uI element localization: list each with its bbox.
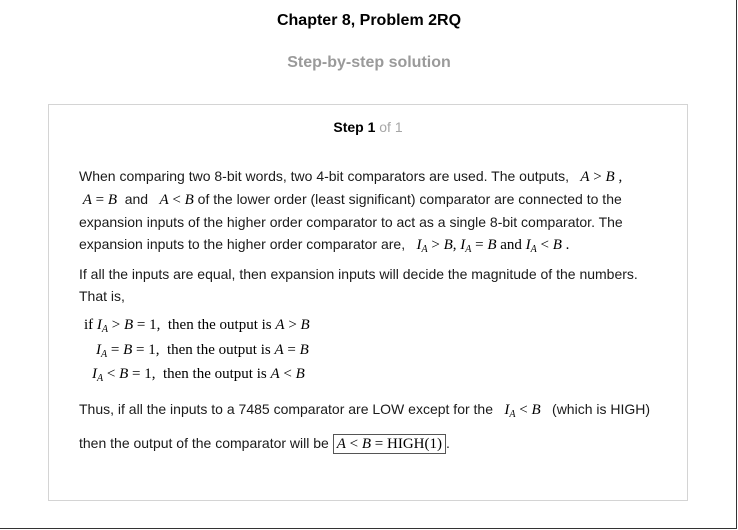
paragraph-equal-inputs: If all the inputs are equal, then expansion inputs will decide the magnitude of the numbers. That is, — [79, 266, 638, 304]
para1-text-a: When comparing two 8-bit words, two 4-bit comparators are used. The outputs, — [79, 168, 569, 184]
page-title: Chapter 8, Problem 2RQ — [276, 12, 462, 29]
paragraph-comparators — [79, 165, 669, 261]
equation-a-eq-b: $I_A = B = 1$, then the output is A = B — [96, 342, 309, 360]
eq1-prefix: if — [84, 317, 94, 333]
para3-text-b: (which is HIGH) — [552, 401, 651, 417]
step-of-label: of 1 — [379, 119, 403, 135]
solution-card — [48, 104, 688, 501]
answer-box: A < B = HIGH(1) — [333, 434, 446, 454]
answer-value: HIGH(1) — [387, 436, 442, 452]
equation-a-lt-b: $I_A < B = 1$, then the output is A < B — [92, 366, 305, 384]
para1-and: and — [124, 191, 149, 207]
eq2-tail: then the output is — [166, 342, 271, 358]
para3-text-a: Thus, if all the inputs to a 7485 comparator are LOW except for the — [79, 401, 493, 417]
step-label: Step 1 — [333, 119, 376, 135]
math-a-gt-b: A > B , — [580, 169, 623, 185]
para3-text-c: then the output of the comparator will be — [79, 435, 329, 451]
eq3-tail: then the output is — [162, 366, 267, 382]
eq1-tail: then the output is — [167, 317, 272, 333]
period: . — [445, 435, 450, 451]
math-expansion-inputs: $I_A > B$, $I_A = B$ and $I_A < B$ . — [416, 237, 570, 255]
page-subtitle: Step-by-step solution — [287, 54, 451, 71]
math-a-eq-b: A = B — [82, 192, 118, 208]
math-a-lt-b: A < B — [159, 192, 194, 208]
step-indicator — [49, 119, 687, 135]
equation-a-gt-b: if $I_A > B = 1$, then the output is A > B — [84, 317, 310, 335]
paragraph-conclusion — [79, 395, 669, 458]
para1-text-b: of the lower order (least significant) comparator are connected to the expansion inputs of the higher order comparator to act as a single 8-bit comparator. The expansion inputs to the higher order comparator are, — [79, 191, 623, 252]
math-ia-lt-b: $I_A < B$ — [504, 402, 541, 420]
